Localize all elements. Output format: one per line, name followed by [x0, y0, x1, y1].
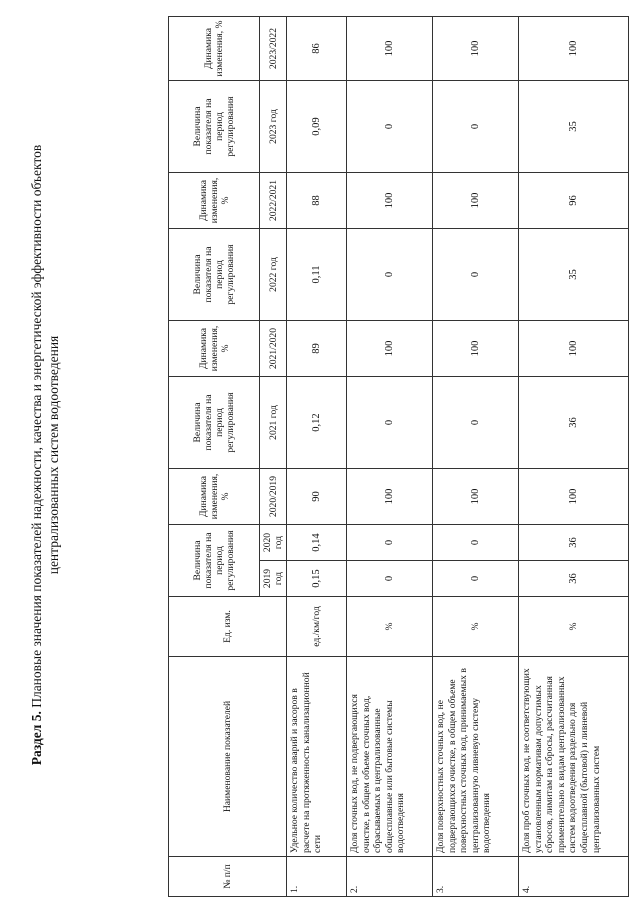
header-num: № п/п [169, 857, 287, 897]
row-value-2021: 0,12 [287, 377, 347, 469]
row-dynamics-2020: 100 [433, 469, 519, 525]
row-value-2020: 36 [519, 525, 629, 561]
row-num: 1. [287, 857, 347, 897]
row-value-2019: 0 [347, 561, 433, 597]
indicators-table [168, 16, 629, 897]
row-dynamics-2020: 100 [519, 469, 629, 525]
row-value-2022: 0 [347, 229, 433, 321]
row-value-2023: 0 [433, 81, 519, 173]
row-value-2019: 36 [519, 561, 629, 597]
row-dynamics-2022: 96 [519, 173, 629, 229]
row-dynamics-2020: 90 [287, 469, 347, 525]
subheader-2019: 2019 год [260, 561, 287, 597]
row-value-2019: 0,15 [287, 561, 347, 597]
row-unit: % [433, 597, 519, 657]
header-dynamics-2022: Динамика изменения, % [169, 173, 260, 229]
row-dynamics-2021: 100 [433, 321, 519, 377]
subheader-2023: 2023 год [260, 81, 287, 173]
row-dynamics-2022: 88 [287, 173, 347, 229]
row-value-2020: 0 [433, 525, 519, 561]
row-value-2022: 0 [433, 229, 519, 321]
row-name: Доля поверхностных сточных вод, не подвергающихся очистке, в общем объеме поверхностных сточных вод, принимаемых в централизованную ливневую систему водоотведения [433, 657, 519, 857]
subheader-2021-2020: 2021/2020 [260, 321, 287, 377]
row-num: 4. [519, 857, 629, 897]
subheader-2020: 2020 год [260, 525, 287, 561]
row-dynamics-2021: 100 [347, 321, 433, 377]
header-value-2023: Величина показателя на период регулирования [169, 81, 260, 173]
row-value-2019: 0 [433, 561, 519, 597]
row-name: Доля проб сточных вод, не соответствующих установленным нормативам допустимых сбросов, лимитам на сбросы, рассчитанная применительно к видам централизованных систем водоотведения раздельно для общесплавной (бытовой) и ливневой централизованных систем [519, 657, 629, 857]
section-heading [28, 95, 62, 815]
table-row [287, 17, 347, 897]
row-dynamics-2022: 100 [433, 173, 519, 229]
subheader-2022-2021: 2022/2021 [260, 173, 287, 229]
header-value-2022: Величина показателя на период регулирования [169, 229, 260, 321]
row-name: Удельное количество аварий и засоров в расчете на протяженность канализационной сети [287, 657, 347, 857]
row-unit: % [519, 597, 629, 657]
subheader-2023-2022: 2023/2022 [260, 17, 287, 81]
subheader-2020-2019: 2020/2019 [260, 469, 287, 525]
row-value-2020: 0,14 [287, 525, 347, 561]
row-dynamics-2023: 86 [287, 17, 347, 81]
row-value-2023: 0,09 [287, 81, 347, 173]
row-value-2021: 0 [433, 377, 519, 469]
table-header-row [169, 17, 260, 897]
subheader-2022: 2022 год [260, 229, 287, 321]
row-unit: % [347, 597, 433, 657]
header-name: Наименование показателей [169, 657, 287, 857]
row-dynamics-2023: 100 [347, 17, 433, 81]
row-dynamics-2021: 100 [519, 321, 629, 377]
table-row [347, 17, 433, 897]
section-title: Плановые значения показателей надежности, качества и энергетической эффективности объектов централизованных систем водоотведения [29, 144, 61, 708]
row-value-2023: 35 [519, 81, 629, 173]
row-dynamics-2020: 100 [347, 469, 433, 525]
row-dynamics-2023: 100 [519, 17, 629, 81]
row-value-2021: 36 [519, 377, 629, 469]
row-value-2020: 0 [347, 525, 433, 561]
header-dynamics-2021: Динамика изменения, % [169, 321, 260, 377]
row-num: 2. [347, 857, 433, 897]
header-dynamics-2023: Динамика изменения, % [169, 17, 260, 81]
row-dynamics-2021: 89 [287, 321, 347, 377]
row-unit: ед./км/год [287, 597, 347, 657]
table-row [433, 17, 519, 897]
row-value-2021: 0 [347, 377, 433, 469]
table-row [519, 17, 629, 897]
header-dynamics-2020: Динамика изменения, % [169, 469, 260, 525]
section-number: Раздел 5. [29, 711, 44, 766]
header-unit: Ед. изм. [169, 597, 287, 657]
header-value-2021: Величина показателя на период регулирования [169, 377, 260, 469]
row-value-2023: 0 [347, 81, 433, 173]
row-dynamics-2023: 100 [433, 17, 519, 81]
row-name: Доля сточных вод, не подвергающихся очистке, в общем объеме сточных вод, сбрасываемых в централизованные общесплавные или бытовые системы водоотведения [347, 657, 433, 857]
row-num: 3. [433, 857, 519, 897]
header-value-2019-2020: Величина показателя на период регулирования [169, 525, 260, 597]
row-dynamics-2022: 100 [347, 173, 433, 229]
subheader-2021: 2021 год [260, 377, 287, 469]
row-value-2022: 0,11 [287, 229, 347, 321]
row-value-2022: 35 [519, 229, 629, 321]
